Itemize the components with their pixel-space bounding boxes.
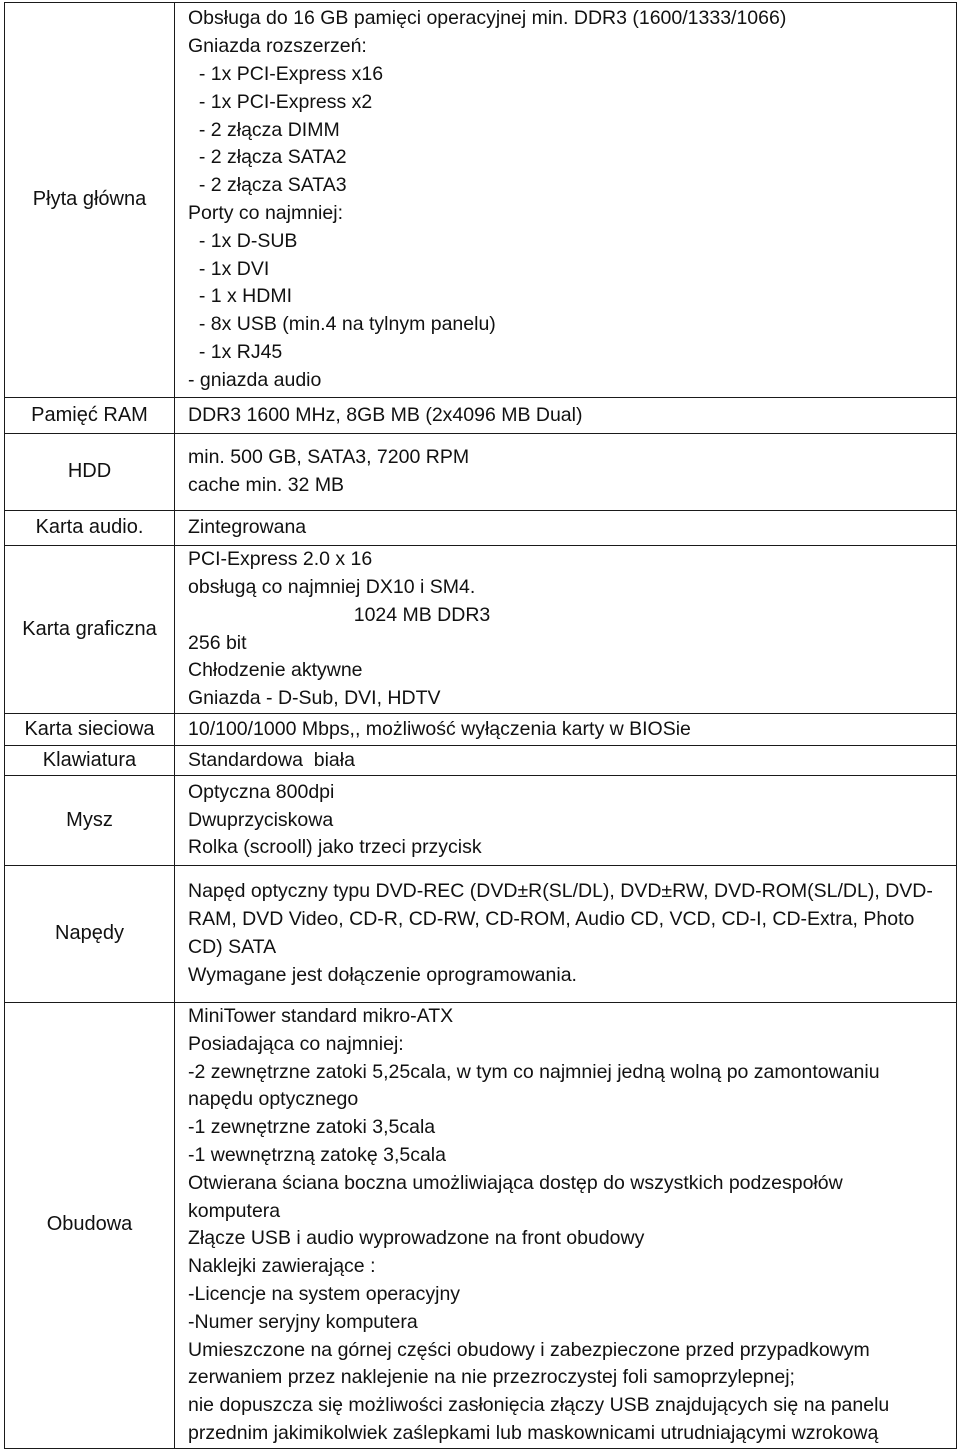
value-line: DDR3 1600 MHz, 8GB MB (2x4096 MB Dual) xyxy=(188,403,583,426)
row-value xyxy=(175,3,957,398)
row-value xyxy=(175,434,957,511)
value-line: min. 500 GB, SATA3, 7200 RPM xyxy=(188,446,470,469)
value-line: Optyczna 800dpi xyxy=(188,780,335,803)
value-line: - 8x USB (min.4 na tylnym panelu) xyxy=(188,313,496,336)
value-line: Posiadająca co najmniej: xyxy=(188,1032,404,1055)
value-line: - 2 złącza DIMM xyxy=(188,118,340,141)
value-line: komputera xyxy=(188,1199,281,1222)
row-value xyxy=(175,746,957,776)
value-line: Wymagane jest dołączenie oprogramowania. xyxy=(188,963,577,986)
row-label: Klawiatura xyxy=(5,746,175,776)
row-hdd xyxy=(5,434,957,511)
row-value xyxy=(175,398,957,434)
value-line: RAM, DVD Video, CD-R, CD-RW, CD-ROM, Audio CD, VCD, CD-I, CD-Extra, Photo xyxy=(188,908,915,931)
row-value xyxy=(175,776,957,866)
row-ram xyxy=(5,398,957,434)
value-line: obsługą co najmniej DX10 i SM4. xyxy=(188,575,476,598)
row-value xyxy=(175,1003,957,1449)
value-line: - 1x PCI-Express x16 xyxy=(188,63,384,86)
value-line: PCI-Express 2.0 x 16 xyxy=(188,548,373,571)
value-line: - 1x RJ45 xyxy=(188,340,283,363)
value-line: Naklejki zawierające : xyxy=(188,1255,376,1278)
value-line: - 1x DVI xyxy=(188,257,270,280)
value-line: - 2 złącza SATA3 xyxy=(188,174,347,197)
row-value xyxy=(175,546,957,714)
row-label: Pamięć RAM xyxy=(5,398,175,434)
value-line: - 1x D-SUB xyxy=(188,229,298,252)
row-label: Obudowa xyxy=(5,1003,175,1449)
row-label: Karta graficzna xyxy=(5,546,175,714)
row-label: Mysz xyxy=(5,776,175,866)
row-label: Karta audio. xyxy=(5,511,175,546)
value-line: - 1 x HDMI xyxy=(188,285,293,308)
spec-table xyxy=(4,2,957,1449)
value-line: -1 wewnętrzną zatokę 3,5cala xyxy=(188,1143,446,1166)
row-case xyxy=(5,1003,957,1449)
value-line: -Licencje na system operacyjny xyxy=(188,1282,461,1305)
row-motherboard xyxy=(5,3,957,398)
row-network xyxy=(5,714,957,746)
value-line: nie dopuszcza się możliwości zasłonięcia złączy USB znajdujących się na panelu xyxy=(188,1394,890,1417)
row-mouse xyxy=(5,776,957,866)
value-line: 1024 MB DDR3 xyxy=(353,603,491,626)
row-drives xyxy=(5,866,957,1003)
value-line: 256 bit xyxy=(188,631,247,654)
row-label: Napędy xyxy=(5,866,175,1003)
value-line: Umieszczone na górnej części obudowy i zabezpieczone przed przypadkowym xyxy=(188,1338,870,1361)
value-line: Otwierana ściana boczna umożliwiająca dostęp do wszystkich podzespołów xyxy=(188,1171,843,1194)
value-line: CD) SATA xyxy=(188,936,277,958)
row-value xyxy=(175,866,957,1003)
row-label: Karta sieciowa xyxy=(5,714,175,746)
row-value xyxy=(175,511,957,546)
row-value xyxy=(175,714,957,746)
value-line: Obsługa do 16 GB pamięci operacyjnej min. DDR3 (1600/1333/1066) xyxy=(188,7,787,30)
value-line: Zintegrowana xyxy=(188,516,307,539)
value-line: zerwaniem przez naklejenie na nie przezroczystej foli samoprzylepnej; xyxy=(188,1366,795,1389)
value-line: Chłodzenie aktywne xyxy=(188,659,363,682)
value-line: -Numer seryjny komputera xyxy=(188,1310,418,1333)
value-line: - gniazda audio xyxy=(188,368,322,391)
row-audio xyxy=(5,511,957,546)
value-line: cache min. 32 MB xyxy=(188,474,345,496)
value-line: - 1x PCI-Express x2 xyxy=(188,90,373,113)
value-line: MiniTower standard mikro-ATX xyxy=(188,1005,454,1027)
value-line: Gniazda - D-Sub, DVI, HDTV xyxy=(188,687,441,710)
row-graphics xyxy=(5,546,957,714)
value-line: - 2 złącza SATA2 xyxy=(188,146,347,169)
value-line: Porty co najmniej: xyxy=(188,202,343,224)
value-line: -2 zewnętrzne zatoki 5,25cala, w tym co najmniej jedną wolną po zamontowaniu xyxy=(188,1060,880,1083)
value-line: Gniazda rozszerzeń: xyxy=(188,35,367,58)
row-label: HDD xyxy=(5,434,175,511)
value-line: -1 zewnętrzne zatoki 3,5cala xyxy=(188,1116,436,1139)
row-keyboard xyxy=(5,746,957,776)
value-line: 10/100/1000 Mbps,, możliwość wyłączenia karty w BIOSie xyxy=(188,717,691,740)
value-line: Dwuprzyciskowa xyxy=(188,808,334,831)
value-line: przednim jakimikolwiek zaślepkami lub maskownicami utrudniającymi wzrokową xyxy=(188,1421,879,1444)
row-label: Płyta główna xyxy=(5,3,175,398)
value-line: Standardowa biała xyxy=(188,748,355,771)
value-line: Rolka (scrooll) jako trzeci przycisk xyxy=(188,836,482,859)
value-line: napędu optycznego xyxy=(188,1088,359,1111)
value-line: Napęd optyczny typu DVD-REC (DVD±R(SL/DL), DVD±RW, DVD-ROM(SL/DL), DVD- xyxy=(188,880,933,903)
value-line: Złącze USB i audio wyprowadzone na front obudowy xyxy=(188,1227,645,1250)
